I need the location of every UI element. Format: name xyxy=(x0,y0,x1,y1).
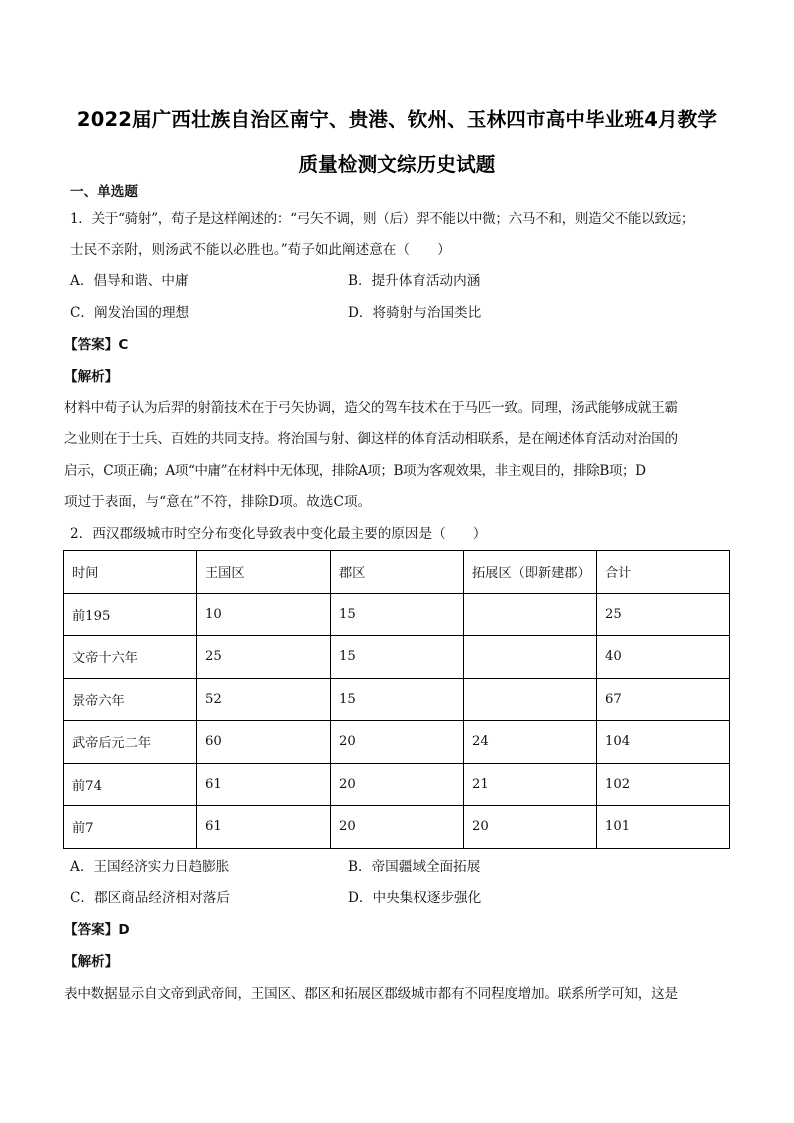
table-cell: 25 xyxy=(197,636,331,679)
table-cell: 102 xyxy=(597,763,730,806)
q2-analysis-label: 【解析】 xyxy=(64,954,119,970)
table-row xyxy=(64,593,730,636)
table-row xyxy=(64,721,730,764)
table-cell: 60 xyxy=(197,721,331,764)
q1-analysis-line-3: 启示，C项正确；A项“中庸”在材料中无体现，排除A项；B项为客观效果，非主观目的，排除B项；D xyxy=(64,463,646,479)
table-row xyxy=(64,678,730,721)
q1-analysis-line-2: 之业则在于士兵、百姓的共同支持。将治国与射、御这样的体育活动相联系，是在阐述体育活动对治国的 xyxy=(64,431,678,447)
q1-option-a: A．倡导和谐、中庸 xyxy=(70,273,189,289)
q2-analysis-line-1: 表中数据显示自文帝到武帝间，王国区、郡区和拓展区郡级城市都有不同程度增加。联系所学可知，这是 xyxy=(64,986,678,1002)
q1-option-b: B．提升体育活动内涵 xyxy=(348,273,481,289)
table-cell: 文帝十六年 xyxy=(64,636,197,679)
table-cell: 武帝后元二年 xyxy=(64,721,197,764)
q1-answer: 【答案】C xyxy=(64,337,129,353)
table-cell xyxy=(464,593,597,636)
q1-analysis-line-4: 项过于表面，与“意在”不符，排除D项。故选C项。 xyxy=(64,494,372,510)
document-title-line-2: 质量检测文综历史试题 xyxy=(298,153,496,176)
document-title-line-1: 2022届广西壮族自治区南宁、贵港、钦州、玉林四市高中毕业班4月教学 xyxy=(76,108,718,131)
table-cell: 21 xyxy=(464,763,597,806)
table-cell: 20 xyxy=(331,806,464,849)
q1-option-c: C．阐发治国的理想 xyxy=(70,305,190,321)
table-cell: 前7 xyxy=(64,806,197,849)
table-cell: 61 xyxy=(197,806,331,849)
table-cell xyxy=(464,636,597,679)
table-cell: 前74 xyxy=(64,763,197,806)
table-header-cell: 合计 xyxy=(597,551,730,594)
table-cell: 52 xyxy=(197,678,331,721)
q2-answer: 【答案】D xyxy=(64,922,130,938)
q2-option-c: C．郡区商品经济相对落后 xyxy=(70,890,230,906)
table-cell: 10 xyxy=(197,593,331,636)
table-cell: 24 xyxy=(464,721,597,764)
table-cell: 20 xyxy=(464,806,597,849)
table-header-cell: 王国区 xyxy=(197,551,331,594)
table-cell: 104 xyxy=(597,721,730,764)
table-cell: 15 xyxy=(331,678,464,721)
table-cell: 40 xyxy=(597,636,730,679)
q1-stem-line-2: 士民不亲附，则汤武不能以必胜也。”荀子如此阐述意在（ ） xyxy=(70,242,451,258)
table-cell: 101 xyxy=(597,806,730,849)
q1-option-d: D．将骑射与治国类比 xyxy=(348,305,482,321)
q1-analysis-line-1: 材料中荀子认为后羿的射箭技术在于弓矢协调，造父的驾车技术在于马匹一致。同理，汤武能够成就王霸 xyxy=(64,400,678,416)
table-cell: 15 xyxy=(331,636,464,679)
table-header-row xyxy=(64,551,730,594)
table-cell: 前195 xyxy=(64,593,197,636)
table-row xyxy=(64,806,730,849)
table-header-cell: 拓展区（即新建郡） xyxy=(464,551,597,594)
table-cell: 25 xyxy=(597,593,730,636)
q1-analysis-label: 【解析】 xyxy=(64,369,119,385)
q1-stem-line-1: 1．关于“骑射”，荀子是这样阐述的：“弓矢不调，则（后）羿不能以中微；六马不和，则造父不能以致远； xyxy=(70,211,695,227)
table-row xyxy=(64,636,730,679)
table-header-cell: 时间 xyxy=(64,551,197,594)
q2-stem: 2．西汉郡级城市时空分布变化导致表中变化最主要的原因是（ ） xyxy=(70,526,487,542)
data-table xyxy=(63,550,730,849)
table-cell: 61 xyxy=(197,763,331,806)
table-cell xyxy=(464,678,597,721)
q2-option-b: B．帝国疆域全面拓展 xyxy=(348,859,481,875)
q2-option-d: D．中央集权逐步强化 xyxy=(348,890,482,906)
table-row xyxy=(64,763,730,806)
table-cell: 20 xyxy=(331,763,464,806)
table-cell: 15 xyxy=(331,593,464,636)
table-header-cell: 郡区 xyxy=(331,551,464,594)
table-cell: 67 xyxy=(597,678,730,721)
q2-option-a: A．王国经济实力日趋膨胀 xyxy=(70,859,230,875)
section-heading: 一、单选题 xyxy=(70,184,138,200)
table-cell: 景帝六年 xyxy=(64,678,197,721)
table-cell: 20 xyxy=(331,721,464,764)
